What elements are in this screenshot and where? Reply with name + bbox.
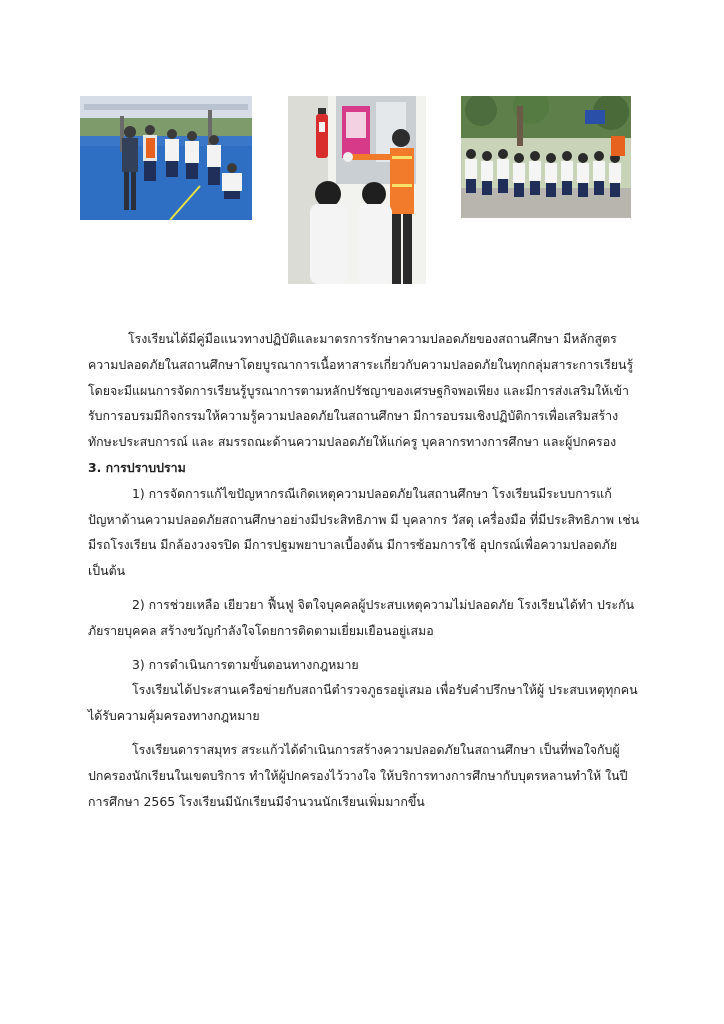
paragraph-conclusion: โรงเรียนดาราสมุทร สระแก้วได้ดำเนินการสร้างความปลอดภัยในสถานศึกษา เป็นที่พอใจกับผู้ปกครองนักเรียนในเขตบริการ ทำให้ผู้ปกครองไว้วางใจ ให้บริการทางการศึกษากับบุตรหลานทำให้ ในปีการศึกษา 2565 โรงเรียนมีนักเรียนมีจำนวนนักเรียนเพิ่มมากขึ้น	[88, 741, 628, 809]
paragraph-item-1: 1) การจัดการแก้ไขปัญหากรณีเกิดเหตุความปลอดภัยในสถานศึกษา โรงเรียนมีระบบการแก้ปัญหาด้านความปลอดภัยสถานศึกษาอย่างมีประสิทธิภาพ มี บุคลากร วัสดุ เครื่องมือ ที่มีประสิทธิภาพ เช่นมีรถโรงเรียน มีกล้องวงจรปิด มีการปฐมพยาบาลเบื้องต้น มีการซ้อมการใช้ อุปกรณ์เพื่อความปลอดภัย เป็นต้น	[88, 485, 640, 579]
paragraph-intro: โรงเรียนได้มีคู่มือแนวทางปฏิบัติและมาตรการรักษาความปลอดภัยของสถานศึกษา มีหลักสูตรความปลอดภัยในสถานศึกษาโดยบูรณาการเนื้อหาสาระเกี่ยวกับความปลอดภัยในทุกกลุ่มสาระการเรียนรู้โดยจะมีแผนการจัดการเรียนรู้บูรณาการตามหลักปรัชญาของเศรษฐกิจพอเพียง และมีการส่งเสริมให้เข้ารับการอบรมมีกิจกรรมให้ความรู้ความปลอดภัยในสถานศึกษา มีการอบรมเชิงปฏิบัติการเพื่อเสริมสร้างทักษะประสบการณ์ และ สมรรถณะด้านความปลอดภัยให้แก่ครู บุคลากรทางการศึกษา และผู้ปกครอง	[88, 331, 634, 450]
document-body	[88, 326, 640, 814]
photo-fire-extinguisher-demo	[288, 96, 426, 284]
section-heading: 3. การปราบปราม	[88, 459, 186, 475]
paragraph-item-3-detail: โรงเรียนได้ประสานเครือข่ายกับสถานีตำรวจภูธรอยู่เสมอ เพื่อรับคำปรึกษาให้ผู้ ประสบเหตุทุกคนได้รับความคุ้มครองทางกฎหมาย	[88, 682, 638, 724]
photo-students-assembly	[461, 96, 631, 218]
paragraph-item-3: 3) การดำเนินการตามขั้นตอนทางกฎหมาย	[132, 656, 359, 672]
photo-students-court	[80, 96, 252, 220]
paragraph-item-2: 2) การช่วยเหลือ เยียวยา ฟื้นฟู จิตใจบุคคลผู้ประสบเหตุความไม่ปลอดภัย โรงเรียนได้ทำ ประกันภัยรายบุคคล สร้างขวัญกำลังใจโดยการติดตามเยี่ยมเยือนอยู่เสมอ	[88, 596, 635, 638]
